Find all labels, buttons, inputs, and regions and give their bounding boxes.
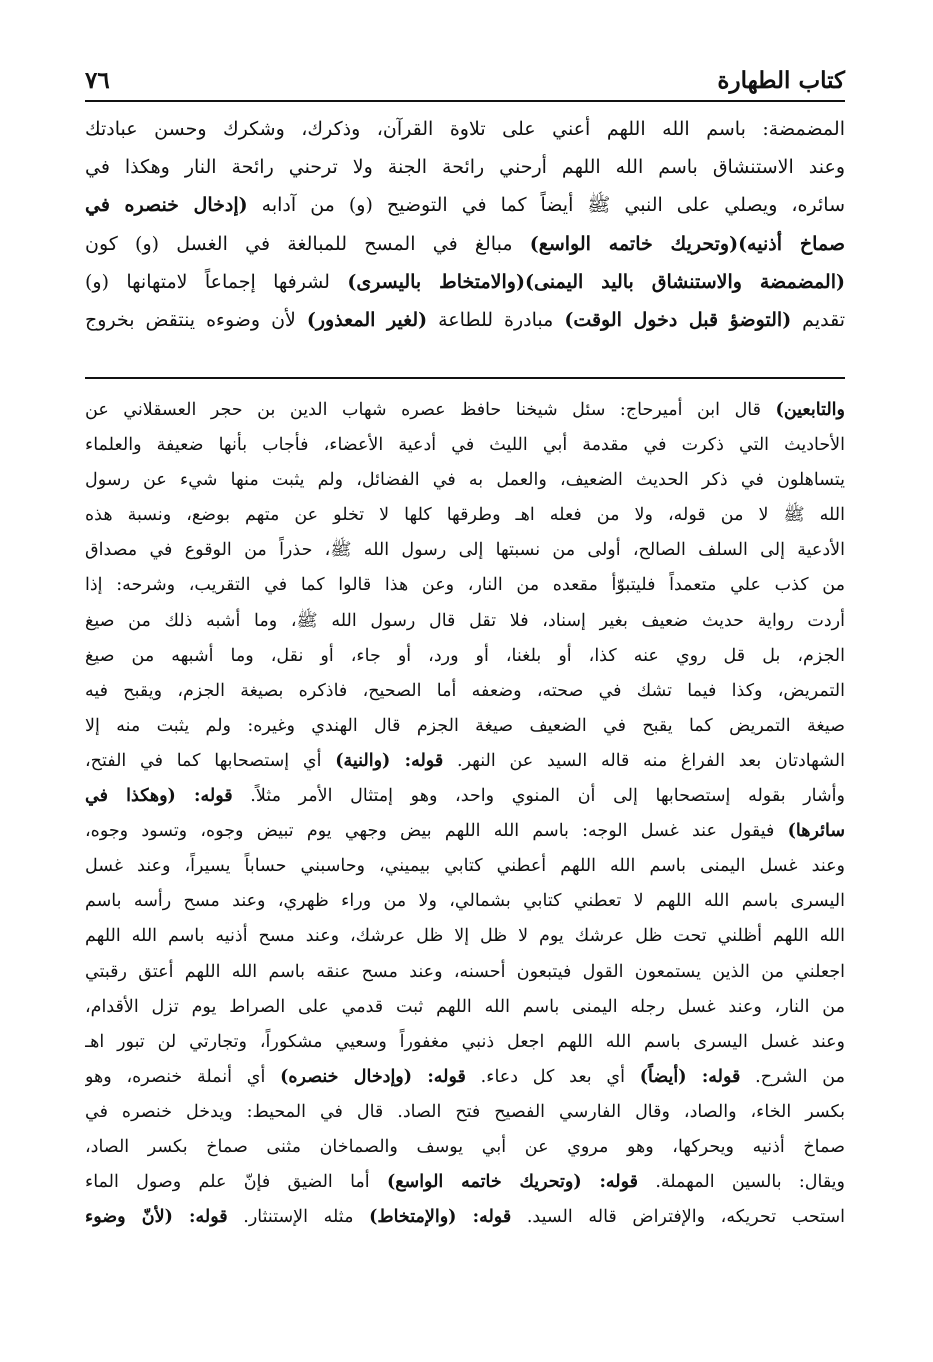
text-segment: بكسر الخاء، والصاد، وقال الفارسي الفصيح فتح الصاد. قال في المحيط: ويدخل خنصره في — [85, 1101, 845, 1122]
text-segment: المضمضة: باسم الله اللهم أعني على تلاوة القرآن، وذكرك، وشكرك وحسن عبادتك — [85, 118, 845, 140]
commentary-line — [85, 1200, 845, 1235]
commentary-line — [85, 1095, 845, 1130]
commentary-line — [85, 919, 845, 954]
text-segment: من النار، وعند غسل رجله اليمنى باسم الله اللهم ثبت قدمي على الصراط يوم تزل الأقدام، — [85, 996, 845, 1017]
commentary-divider — [85, 377, 845, 379]
bold-segment: (لغير المعذور) — [306, 309, 428, 332]
commentary-line — [85, 849, 845, 884]
text-segment: الجزم، بل قل روي عنه كذا، أو بلغنا، أو ورد، أو جاء، أو نقل، وما أشبهه من صيغ — [85, 645, 845, 666]
main-text — [85, 110, 845, 339]
text-segment: فيقول عند غسل الوجه: باسم الله اللهم بيض وجهي يوم تبيض وجوه، وتسود وجوه، — [85, 821, 788, 842]
text-segment: اجعلني من الذين يستمعون القول فيتبعون أحسنه، وعند مسح عنقه باسم الله اللهم أعتق رقبتي — [85, 961, 845, 982]
main-text-line — [85, 110, 845, 148]
commentary-line — [85, 1025, 845, 1060]
commentary-line — [85, 744, 845, 779]
main-text-line — [85, 263, 845, 301]
text-segment: أردت رواية حديث ضعيف بغير إسناد، فلا تقل قال رسول الله ﷺ، وما أشبه ذلك من صيغ — [85, 610, 845, 631]
commentary-line — [85, 990, 845, 1025]
bold-segment: قوله: (والإمتخاط) — [369, 1207, 512, 1228]
commentary-line — [85, 533, 845, 568]
commentary-line — [85, 604, 845, 639]
main-text-line — [85, 186, 845, 224]
text-segment: صيغة التمريض كما يقبح في الضعيف صيغة الجزم قال الهندي وغيره: ولم يثبت منه إلا — [85, 715, 845, 736]
commentary-line — [85, 884, 845, 919]
bold-segment: قوله: (وتحريك خاتمه الواسع) — [386, 1172, 639, 1193]
text-segment: ويقال: بالسين المهملة. — [638, 1172, 845, 1193]
text-segment: وعند غسل اليمنى باسم الله اللهم أعطني كتابي بيميني، وحاسبني حساباً يسيراً، وعند غسل — [85, 856, 845, 877]
main-text-line — [85, 225, 845, 263]
commentary-line — [85, 1165, 845, 1200]
text-segment: قال ابن أميرحاج: سئل شيخنا حافظ عصره شهاب الدين بن حجر العسقلاني عن — [85, 400, 776, 420]
commentary-line — [85, 428, 845, 463]
bold-segment: قوله: (أيضاً) — [639, 1066, 741, 1087]
text-segment: من الشرح. — [740, 1066, 845, 1087]
text-segment: لشرفها إجماعاً — [187, 270, 348, 293]
commentary-line — [85, 639, 845, 674]
text-segment: أما الضيق فإنّ علم وصول الماء — [85, 1172, 387, 1193]
text-segment: وأشار بقوله إستصحابها إلى أن المنوي واحد، وهو إمتثال الأمر مثلاً. — [232, 786, 845, 807]
bold-segment: (المضمضة والاستنشاق باليد اليمنى) — [524, 270, 845, 293]
text-segment: لأن وضوءه ينتقض بخروج — [85, 309, 307, 332]
text-segment: وعند غسل اليسرى باسم الله اللهم اجعل ذنبي مغفوراً وسعيي مشكوراً، وتجارتي لن تبور اهـ — [85, 1031, 845, 1052]
text-segment: يتساهلون في ذكر الحديث الضعيف، والعمل به في الفضائل، ولم يثبت منها شيء عن رسول — [85, 470, 845, 491]
text-segment: مثله الإستنثار. — [227, 1207, 370, 1228]
text-segment: أي أنملة خنصره، وهو — [85, 1066, 281, 1087]
text-segment: أي بعد كل دعاء. — [465, 1066, 640, 1087]
text-segment: الأحاديث التي ذكرت في مقدمة أبي الليث في أدعية الأعضاء، فأجاب بأنها ضعيفة والعلماء — [85, 435, 845, 456]
text-segment: للمبالغة في الغسل (و) كون — [85, 232, 347, 255]
commentary-line — [85, 814, 845, 849]
text-segment: وعند الاستنشاق باسم الله اللهم أرحني رائحة الجنة ولا ترحني رائحة النار وهكذا في — [85, 156, 845, 179]
text-segment: لامتهانها (و) — [85, 270, 188, 293]
text-segment: اليسرى باسم الله اللهم لا تعطني كتابي بشمالي، ولا من وراء ظهري، وعند مسح رأسه باسم — [85, 891, 845, 912]
commentary-line — [85, 393, 845, 428]
commentary-line — [85, 1060, 845, 1095]
text-segment: الله اللهم أظلني تحت ظل عرشك يوم لا ظل إلا ظل عرشك، وعند مسح أذنيه باسم الله اللهم — [85, 926, 845, 947]
bold-segment: قوله: (وإدخال خنصره) — [280, 1066, 466, 1087]
bold-segment: قوله: (لأنّ وضوء — [85, 1207, 228, 1228]
text-segment: صماخ أذنيه ويحركها، وهو مروي عن أبي يوسف والصماخان مثنى صماخ بكسر الصاد، — [85, 1136, 845, 1157]
page-number: ٧٦ — [85, 67, 110, 94]
text-segment: استحب تحريكه، والإفتراض قاله السيد. — [511, 1207, 845, 1228]
text-segment: التمريض، وكذا فيما تشك في صحته، وضعفه أما الصحيح، فاذكره بصيغة الجزم، ويقبح فيه — [85, 680, 845, 701]
text-segment: الله ﷺ لا من قوله، ولا من فعله اهـ وطرقها كلها لا تخلو عن متهم بوضع، ونسبة هذه — [85, 505, 845, 526]
bold-segment: (والامتخاط باليسرى) — [347, 270, 525, 293]
main-text-line — [85, 148, 845, 186]
text-segment: من كذب علي متعمداً فليتبوّأ مقعده من النار، وعن هذا قالوا كما في التقريب، وشرحه: إذا — [85, 575, 845, 596]
text-segment: مبالغ في المسح — [347, 232, 530, 255]
text-segment: سائره، ويصلي على النبي ﷺ أيضاً كما في التوضيح (و) من آدابه — [247, 194, 845, 217]
commentary-text — [85, 393, 845, 1235]
bold-segment: قوله: (والنية) — [335, 750, 444, 771]
page-header — [85, 50, 845, 94]
bold-segment: قوله: (وهكذا في — [85, 786, 233, 807]
bold-segment: (التوضؤ قبل دخول الوقت) — [564, 309, 792, 332]
commentary-line — [85, 709, 845, 744]
commentary-line — [85, 568, 845, 603]
commentary-line — [85, 674, 845, 709]
main-text-line — [85, 301, 845, 339]
bold-segment: (وتحريك خاتمه الواسع) — [529, 232, 739, 255]
commentary-line — [85, 463, 845, 498]
text-segment: الشهادتان بعد الفراغ منه قاله السيد عن النهر. — [443, 750, 845, 771]
text-segment: تقديم — [791, 309, 845, 332]
commentary-line — [85, 779, 845, 814]
header-rule — [85, 100, 845, 102]
commentary-line — [85, 1130, 845, 1165]
text-segment: أي إستصحابها كما في الفتح، — [85, 750, 336, 771]
text-segment: مبادرة للطاعة — [427, 309, 565, 332]
commentary-line — [85, 498, 845, 533]
text-segment: الأدعية إلى السلف الصالح، أولى من نسبتها إلى رسول الله ﷺ، حذراً من الوقوع في مصداق — [85, 540, 845, 561]
bold-segment: (إدخال خنصره في — [85, 194, 248, 217]
bold-segment: سائرها) — [787, 821, 845, 842]
bold-segment: صماخ أذنيه) — [738, 232, 845, 255]
bold-segment: والتابعين) — [775, 400, 845, 420]
book-title: كتاب الطهارة — [717, 67, 845, 94]
commentary-line — [85, 955, 845, 990]
